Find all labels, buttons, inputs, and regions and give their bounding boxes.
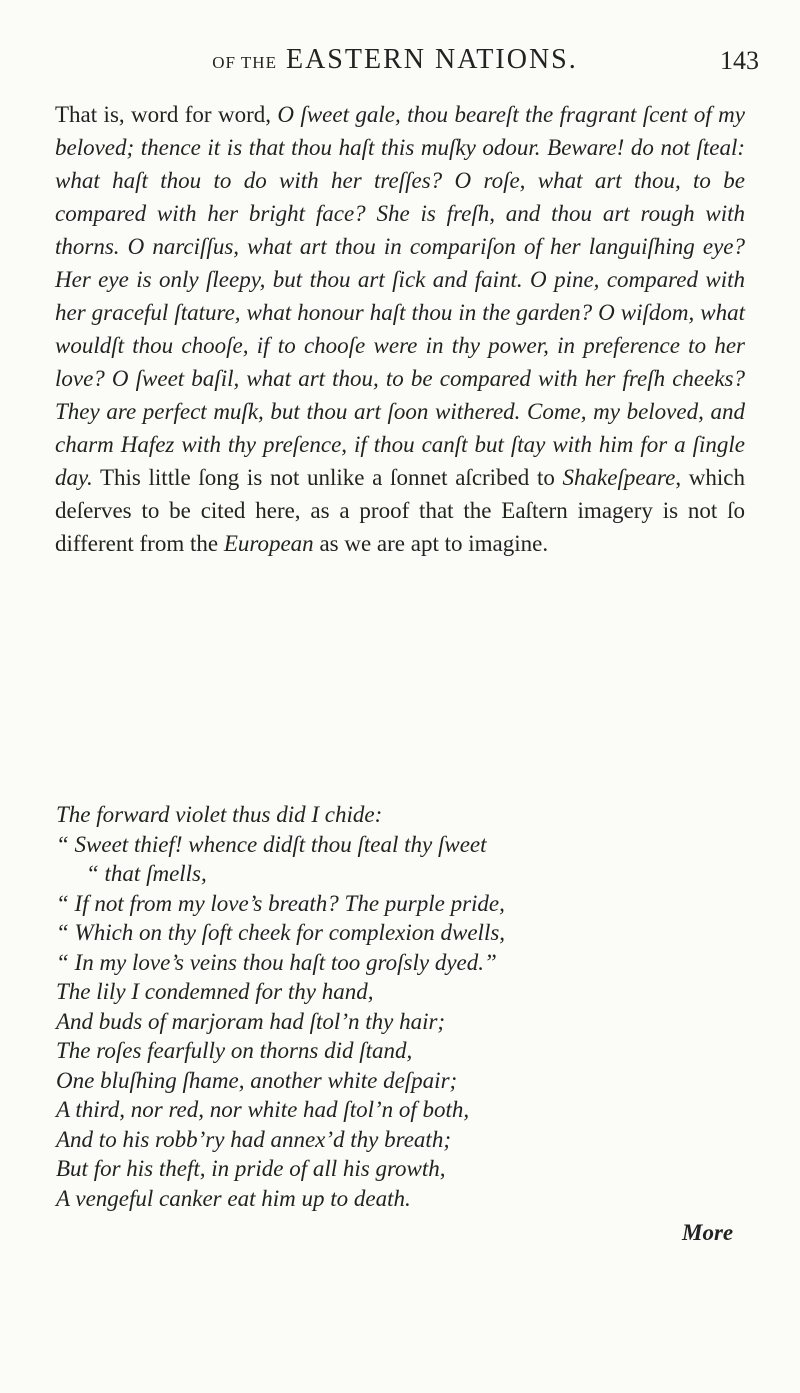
sonnet-line: “ Which on thy ſoft cheek for complexion dwells, xyxy=(56,920,506,945)
european-word: European xyxy=(223,531,314,556)
running-head-prefix: OF THE xyxy=(212,53,277,72)
catchword: More xyxy=(682,1220,734,1245)
commentary-part-2: , which deſerves to be cited here, as a proof that the Eaſtern imagery is not ſo different from the xyxy=(55,465,745,556)
sonnet-line: The forward violet thus did I chide: xyxy=(56,802,383,827)
sonnet-line: “ that ſmells, xyxy=(86,861,207,886)
sonnet-line: And buds of marjoram had ſtol’n thy hair; xyxy=(56,1008,446,1034)
sonnet-line: But for his theft, in pride of all his growth, xyxy=(56,1156,446,1181)
sonnet-line: A third, nor red, nor white had ſtol’n of both, xyxy=(56,1097,470,1122)
shakespeare-name: Shakeſpeare xyxy=(562,465,676,490)
sonnet-line: “ If not from my love’s breath? The purple pride, xyxy=(56,890,505,916)
page-header xyxy=(0,44,800,84)
commentary-part-3: as we are apt to imagine. xyxy=(313,531,549,556)
running-head-title: EASTERN NATIONS. xyxy=(285,44,578,75)
sonnet-line: And to his robb’ry had annex’d thy breath; xyxy=(56,1126,451,1152)
paragraph-lead-in: That is, word for word, xyxy=(55,102,278,127)
running-head xyxy=(85,44,705,76)
page-number: 143 xyxy=(720,46,759,75)
shakespeare-sonnet xyxy=(56,800,756,1213)
sonnet-line: A vengeful canker eat him up to death. xyxy=(56,1185,411,1211)
sonnet-line: One bluſhing ſhame, another white deſpair; xyxy=(56,1067,458,1093)
main-paragraph xyxy=(55,98,745,560)
sonnet-line: “ In my love’s veins thou haſt too groſsly dyed.” xyxy=(56,949,497,975)
sonnet-line: “ Sweet thief! whence didſt thou ſteal thy ſweet xyxy=(56,831,487,857)
sonnet-line: The lily I condemned for thy hand, xyxy=(56,979,374,1004)
commentary-part-1: This little ſong is not unlike a ſonnet aſcribed to xyxy=(92,465,563,490)
sonnet-line: The roſes fearfully on thorns did ſtand, xyxy=(56,1038,413,1063)
hafez-translation: O ſweet gale, thou beareſt the fragrant ſcent of my beloved; thence it is that thou haſt this muſky odour. Beware! do not ſteal: what haſt thou to do with her treſſes? O roſe, what art thou, to be compared with her bright face? She is freſh, and thou art rough with thorns. O narciſſus, what art thou in compariſon of her languiſhing eye? Her eye is only ſleepy, but thou art ſick and faint. O pine, compared with her graceful ſtature, what honour haſt thou in the garden? O wiſdom, what wouldſt thou chooſe, if to chooſe were in thy power, in preference to her love? O ſweet baſil, what art thou, to be compared with her freſh cheeks? They are perfect muſk, but thou art ſoon withered. Come, my beloved, and charm Hafez with thy preſence, if thou canſt but ſtay with him for a ſingle day. xyxy=(55,102,745,490)
